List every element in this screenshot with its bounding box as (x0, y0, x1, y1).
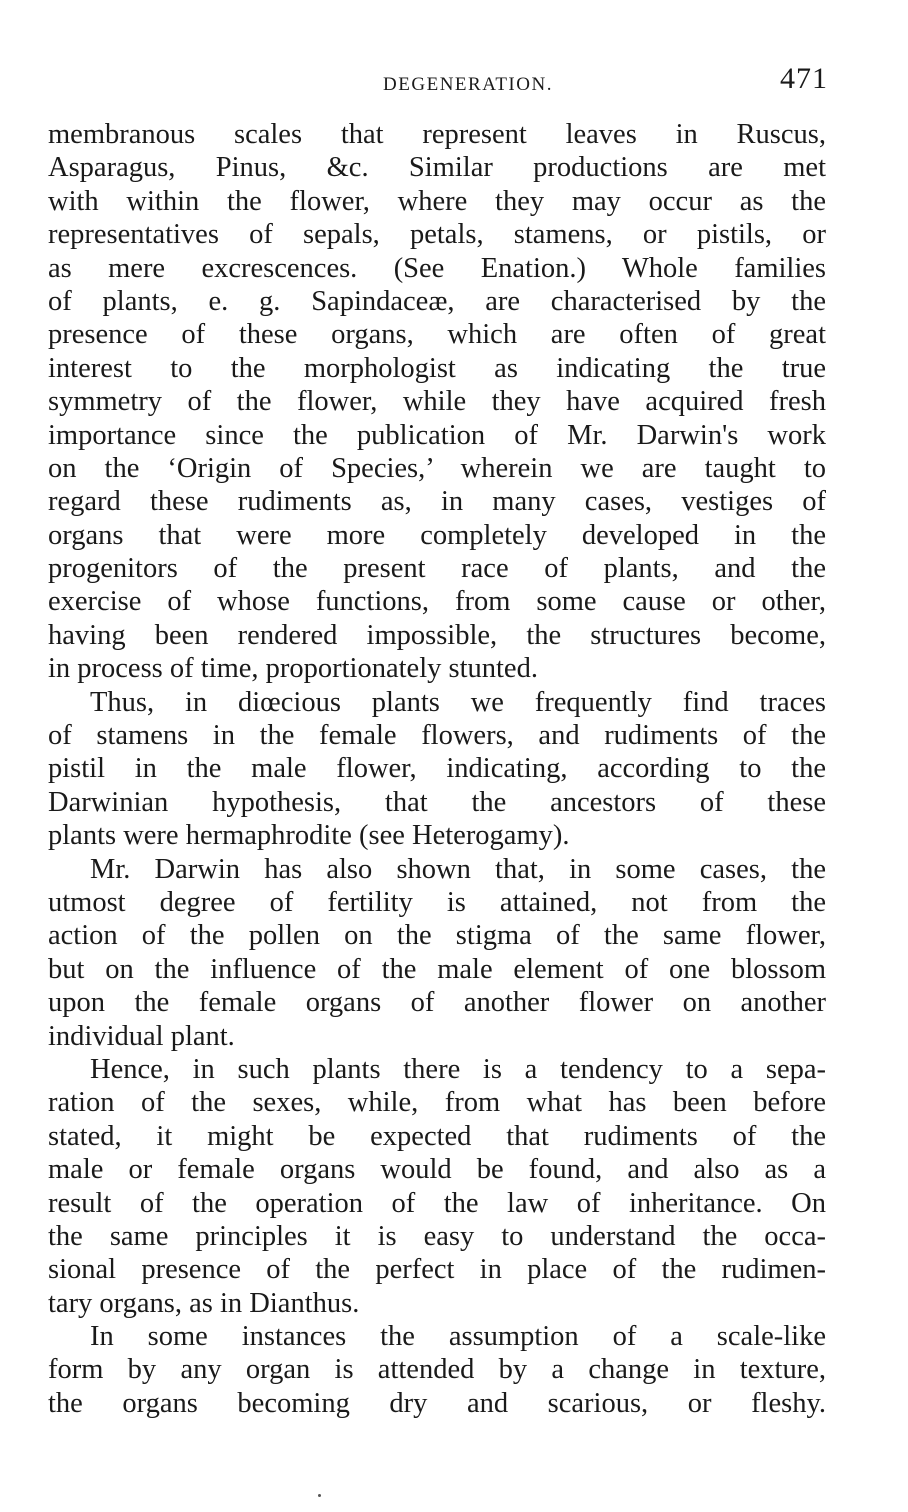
text-line: upon the female organs of another flower on another (48, 987, 826, 1019)
text-line: Mr. Darwin has also shown that, in some cases, the (90, 853, 826, 885)
text-line: having been rendered impossible, the structures become, (48, 619, 826, 651)
text-line: importance since the publication of Mr. Darwin's work (48, 419, 826, 451)
body-text (48, 118, 826, 1420)
text-line: in process of time, proportionately stunted. (48, 653, 538, 685)
text-line: form by any organ is attended by a change in texture, (48, 1354, 826, 1386)
text-line: action of the pollen on the stigma of the same flower, (48, 920, 826, 952)
running-head: DEGENERATION. (383, 74, 553, 95)
text-line: pistil in the male flower, indicating, according to the (48, 753, 826, 785)
text-line: progenitors of the present race of plants, and the (48, 553, 826, 585)
paragraph-5 (48, 1320, 826, 1420)
text-line: membranous scales that represent leaves in Ruscus, (48, 119, 826, 150)
text-line: interest to the morphologist as indicating the true (48, 352, 826, 384)
text-line: In some instances the assumption of a scale-like (90, 1321, 826, 1353)
text-line: result of the operation of the law of inheritance. On (48, 1187, 826, 1219)
paragraph-2 (48, 686, 826, 853)
text-line: stated, it might be expected that rudiments of the (48, 1120, 826, 1152)
text-line: with within the flower, where they may occur as the (48, 185, 826, 217)
text-line: regard these rudiments as, in many cases, vestiges of (48, 486, 826, 518)
text-line: Darwinian hypothesis, that the ancestors of these (48, 786, 826, 818)
text-line: organs that were more completely developed in the (48, 519, 826, 551)
text-line: male or female organs would be found, and also as a (48, 1154, 826, 1186)
text-line: Asparagus, Pinus, &c. Similar productions are met (48, 152, 826, 184)
text-line: sional presence of the perfect in place of the rudimen- (48, 1254, 826, 1286)
text-line: the organs becoming dry and scarious, or fleshy. (48, 1387, 826, 1419)
text-line: representatives of sepals, petals, stamens, or pistils, or (48, 219, 826, 251)
page-number: 471 (780, 62, 828, 95)
paragraph-3 (48, 853, 826, 1053)
text-line: utmost degree of fertility is attained, not from the (48, 886, 826, 918)
page-speck (318, 1494, 321, 1497)
text-line: Thus, in diœcious plants we frequently find traces (90, 686, 826, 718)
text-line: tary organs, as in Dianthus. (48, 1287, 360, 1319)
text-line: on the ‘Origin of Species,’ wherein we are taught to (48, 452, 826, 484)
text-line: but on the influence of the male element of one blossom (48, 953, 826, 985)
text-line: the same principles it is easy to understand the occa- (48, 1220, 826, 1252)
page-header (48, 62, 828, 102)
text-line: presence of these organs, which are often of great (48, 319, 826, 351)
paragraph-1 (48, 118, 826, 686)
text-line: plants were hermaphrodite (see Heterogamy). (48, 820, 570, 852)
text-line: ration of the sexes, while, from what has been before (48, 1087, 826, 1119)
paragraph-4 (48, 1053, 826, 1320)
text-line: as mere excrescences. (See Enation.) Whole families (48, 252, 826, 284)
text-line: symmetry of the flower, while they have acquired fresh (48, 386, 826, 418)
text-line: individual plant. (48, 1020, 235, 1052)
text-line: of plants, e. g. Sapindaceæ, are characterised by the (48, 285, 826, 317)
text-line: exercise of whose functions, from some cause or other, (48, 586, 826, 618)
text-line: of stamens in the female flowers, and rudiments of the (48, 720, 826, 752)
text-line: Hence, in such plants there is a tendency to a sepa- (90, 1053, 826, 1085)
